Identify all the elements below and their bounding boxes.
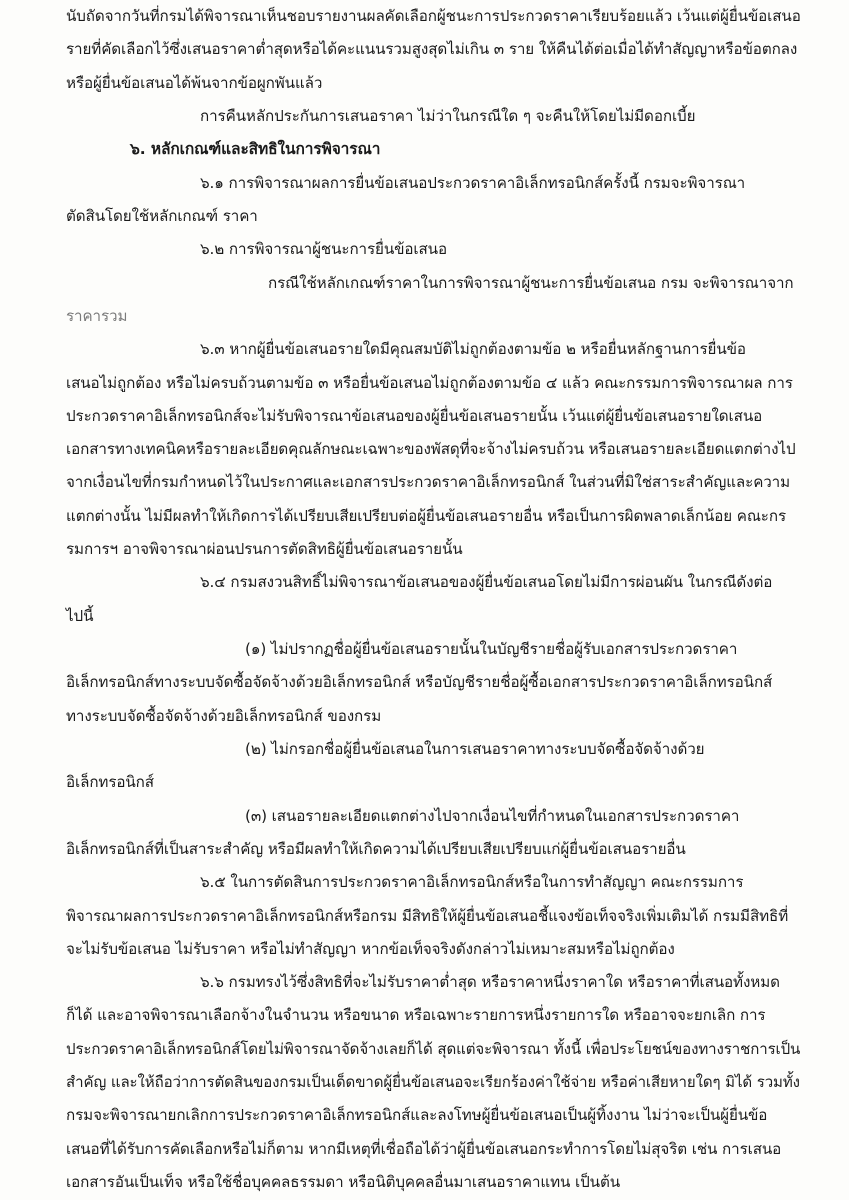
text-line: ๖.๔ กรมสงวนสิทธิ์ไม่พิจารณาข้อเสนอของผู้ยื่นข้อเสนอโดยไม่มีการผ่อนผัน ในกรณีดังต่อ <box>200 573 773 592</box>
text-line: พิจารณาผลการประกวดราคาอิเล็กทรอนิกส์หรือกรม มีสิทธิให้ผู้ยื่นข้อเสนอชี้แจงข้อเท็จจริงเพิ่มเติมได้ กรมมีสิทธิที่ <box>66 906 789 925</box>
section-heading: ๖. หลักเกณฑ์และสิทธิในการพิจารณา <box>130 140 381 159</box>
text-line: ทางระบบจัดซื้อจัดจ้างด้วยอิเล็กทรอนิกส์ ของกรม <box>66 706 382 725</box>
text-line: ประกวดราคาอิเล็กทรอนิกส์โดยไม่พิจารณาจัดจ้างเลยก็ได้ สุดแต่จะพิจารณา ทั้งนี้ เพื่อประโยชน์ของทางราชการเป็น <box>66 1039 801 1058</box>
text-line: จากเงื่อนไขที่กรมกำหนดไว้ในประกาศและเอกสารประกวดราคาอิเล็กทรอนิกส์ ในส่วนที่มิใช่สาระสำคัญและความ <box>66 473 791 492</box>
text-line: ๖.๒ การพิจารณาผู้ชนะการยื่นข้อเสนอ <box>200 240 447 259</box>
text-line: ก็ได้ และอาจพิจารณาเลือกจ้างในจำนวน หรือขนาด หรือเฉพาะรายการหนึ่งรายการใด หรืออาจจะยกเลิก การ <box>66 1006 766 1025</box>
text-line: ตัดสินโดยใช้หลักเกณฑ์ ราคา <box>66 206 258 225</box>
text-line: อิเล็กทรอนิกส์ที่เป็นสาระสำคัญ หรือมีผลทำให้เกิดความได้เปรียบเสียเปรียบแก่ผู้ยื่นข้อเสนอรายอื่น <box>66 839 686 858</box>
text-line: (๑) ไม่ปรากฏชื่อผู้ยื่นข้อเสนอรายนั้นในบัญชีรายชื่อผู้รับเอกสารประกวดราคา <box>245 640 738 658</box>
text-line: เอกสารทางเทคนิคหรือรายละเอียดคุณลักษณะเฉพาะของพัสดุที่จะจ้างไม่ครบถ้วน หรือเสนอรายละเอียดแตกต่างไป <box>66 440 796 459</box>
text-line: อิเล็กทรอนิกส์ <box>66 773 154 792</box>
text-line: นับถัดจากวันที่กรมได้พิจารณาเห็นชอบรายงานผลคัดเลือกผู้ชนะการประกวดราคาเรียบร้อยแล้ว เว้นแต่ผู้ยื่นข้อเสนอ <box>66 7 801 25</box>
text-line: แตกต่างนั้น ไม่มีผลทำให้เกิดการได้เปรียบเสียเปรียบต่อผู้ยื่นข้อเสนอรายอื่น หรือเป็นการผิดพลาดเล็กน้อย คณะกร <box>66 506 787 525</box>
text-line: (๒) ไม่กรอกชื่อผู้ยื่นข้อเสนอในการเสนอราคาทางระบบจัดซื้อจัดจ้างด้วย <box>245 739 705 758</box>
text-line: รายที่คัดเลือกไว้ซึ่งเสนอราคาต่ำสุดหรือได้คะแนนรวมสูงสุดไม่เกิน ๓ ราย ให้คืนได้ต่อเมื่อได้ทำสัญญาหรือข้อตกลง <box>66 40 798 59</box>
text-line: การคืนหลักประกันการเสนอราคา ไม่ว่าในกรณีใด ๆ จะคืนให้โดยไม่มีดอกเบี้ย <box>200 106 696 125</box>
text-line: หรือผู้ยื่นข้อเสนอได้พ้นจากข้อผูกพันแล้ว <box>66 73 323 92</box>
text-line: รมการฯ อาจพิจารณาผ่อนปรนการตัดสิทธิผู้ยื่นข้อเสนอรายนั้น <box>66 540 463 558</box>
text-line: ๖.๑ การพิจารณาผลการยื่นข้อเสนอประกวดราคาอิเล็กทรอนิกส์ครั้งนี้ กรมจะพิจารณา <box>200 173 746 192</box>
text-line: เสนอไม่ถูกต้อง หรือไม่ครบถ้วนตามข้อ ๓ หรือยื่นข้อเสนอไม่ถูกต้องตามข้อ ๔ แล้ว คณะกรรมการพิจารณาผล การ <box>66 373 793 392</box>
text-line: ๖.๓ หากผู้ยื่นข้อเสนอรายใดมีคุณสมบัติไม่ถูกต้องตามข้อ ๒ หรือยื่นหลักฐานการยื่นข้อ <box>200 340 746 359</box>
text-line: เสนอที่ได้รับการคัดเลือกหรือไม่ก็ตาม หากมีเหตุที่เชื่อถือได้ว่าผู้ยื่นข้อเสนอกระทำการโดยไม่สุจริต เช่น การเสนอ <box>66 1139 782 1158</box>
text-line: เอกสารอันเป็นเท็จ หรือใช้ชื่อบุคคลธรรมดา หรือนิติบุคคลอื่นมาเสนอราคาแทน เป็นต้น <box>66 1173 620 1191</box>
text-line: กรมจะพิจารณายกเลิกการประกวดราคาอิเล็กทรอนิกส์และลงโทษผู้ยื่นข้อเสนอเป็นผู้ทิ้งงาน ไม่ว่าจะเป็นผู้ยื่นข้อ <box>66 1106 768 1125</box>
text-line: ประกวดราคาอิเล็กทรอนิกส์จะไม่รับพิจารณาข้อเสนอของผู้ยื่นข้อเสนอรายนั้น เว้นแต่ผู้ยื่นข้อเสนอรายใดเสนอ <box>66 406 763 425</box>
text-line: ๖.๕ ในการตัดสินการประกวดราคาอิเล็กทรอนิกส์หรือในการทำสัญญา คณะกรรมการ <box>200 873 744 892</box>
text-line: (๓) เสนอรายละเอียดแตกต่างไปจากเงื่อนไขที่กำหนดในเอกสารประกวดราคา <box>245 806 740 825</box>
text-line: ราคารวม <box>66 306 128 325</box>
text-line: ไปนี้ <box>66 606 94 625</box>
text-line: สำคัญ และให้ถือว่าการตัดสินของกรมเป็นเด็ดขาดผู้ยื่นข้อเสนอจะเรียกร้องค่าใช้จ่าย หรือค่าเสียหายใดๆ มิได้ รวมทั้ง <box>66 1073 800 1092</box>
text-line: กรณีใช้หลักเกณฑ์ราคาในการพิจารณาผู้ชนะการยื่นข้อเสนอ กรม จะพิจารณาจาก <box>268 273 794 292</box>
text-line: ๖.๖ กรมทรงไว้ซึ่งสิทธิที่จะไม่รับราคาต่ำสุด หรือราคาหนึ่งราคาใด หรือราคาที่เสนอทั้งหมด <box>200 973 780 992</box>
text-line: จะไม่รับข้อเสนอ ไม่รับราคา หรือไม่ทำสัญญา หากข้อเท็จจริงดังกล่าวไม่เหมาะสมหรือไม่ถูกต้อง <box>66 939 675 958</box>
text-line: อิเล็กทรอนิกส์ทางระบบจัดซื้อจัดจ้างด้วยอิเล็กทรอนิกส์ หรือบัญชีรายชื่อผู้ซื้อเอกสารประกวดราคาอิเล็กทรอนิกส์ <box>66 673 773 692</box>
